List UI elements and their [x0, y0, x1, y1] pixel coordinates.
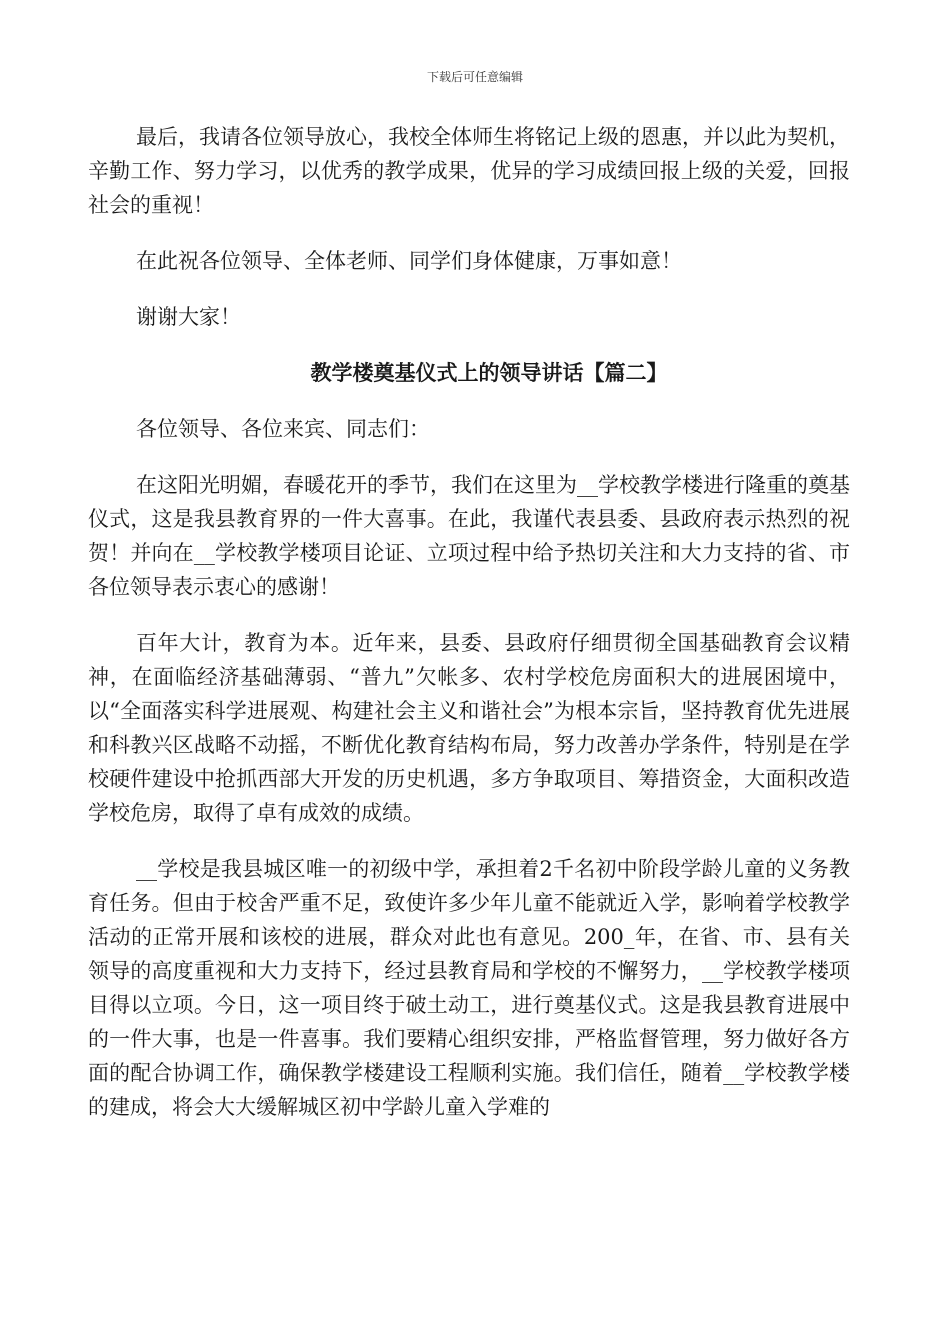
section-title: 教学楼奠基仪式上的领导讲话【篇二】 [310, 360, 668, 385]
paragraph-closing-pledge: 最后，我请各位领导放心，我校全体师生将铭记上级的恩惠，并以此为契机，辛勤工作、努力学习，以优秀的教学成果，优异的学习成绩回报上级的关爱，回报社会的重视！ [88, 125, 850, 217]
paragraph-closing-wishes: 在此祝各位领导、全体老师、同学们身体健康，万事如意！ [136, 249, 682, 273]
paragraph-school-project: __学校是我县城区唯一的初级中学，承担着2千名初中阶段学龄儿童的义务教育任务。但由于校舍严重不足，致使许多少年儿童不能就近入学，影响着学校教学活动的正常开展和该校的进展，群众对此也有意见。200_年，在省、市、县有关领导的高度重视和大力支持下，经过县教育局和学校的不懈努力，__学校教学楼项目得以立项。今日，这一项目终于破土动工，进行奠基仪式。这是我县教育进展中的一件大事，也是一件喜事。我们要精心组织安排，严格监督管理，努力做好各方面的配合协调工作，确保教学楼建设工程顺利实施。我们信任，随着__学校教学楼的建成，将会大大缓解城区初中学龄儿童入学难的 [88, 857, 850, 1119]
paragraph-thanks: 谢谢大家！ [136, 305, 241, 329]
paragraph-salutation: 各位领导、各位来宾、同志们： [136, 417, 430, 441]
header-note: 下载后可任意编辑 [426, 70, 523, 84]
paragraph-opening: 在这阳光明媚，春暖花开的季节，我们在这里为__学校教学楼进行隆重的奠基仪式，这是我县教育界的一件大喜事。在此，我谨代表县委、县政府表示热烈的祝贺！并向在__学校教学楼项目论证、立项过程中给予热切关注和大力支持的省、市各位领导表示衷心的感谢！ [88, 473, 850, 599]
paragraph-education-policy: 百年大计，教育为本。近年来，县委、县政府仔细贯彻全国基础教育会议精神，在面临经济基础薄弱、“普九”欠帐多、农村学校危房面积大的进展困境中，以“全面落实科学进展观、构建社会主义和谐社会”为根本宗旨，坚持教育优先进展和科教兴区战略不动摇，不断优化教育结构布局，努力改善办学条件，特别是在学校硬件建设中抢抓西部大开发的历史机遇，多方争取项目、筹措资金，大面积改造学校危房，取得了卓有成效的成绩。 [88, 631, 850, 825]
document-body [88, 120, 850, 1124]
